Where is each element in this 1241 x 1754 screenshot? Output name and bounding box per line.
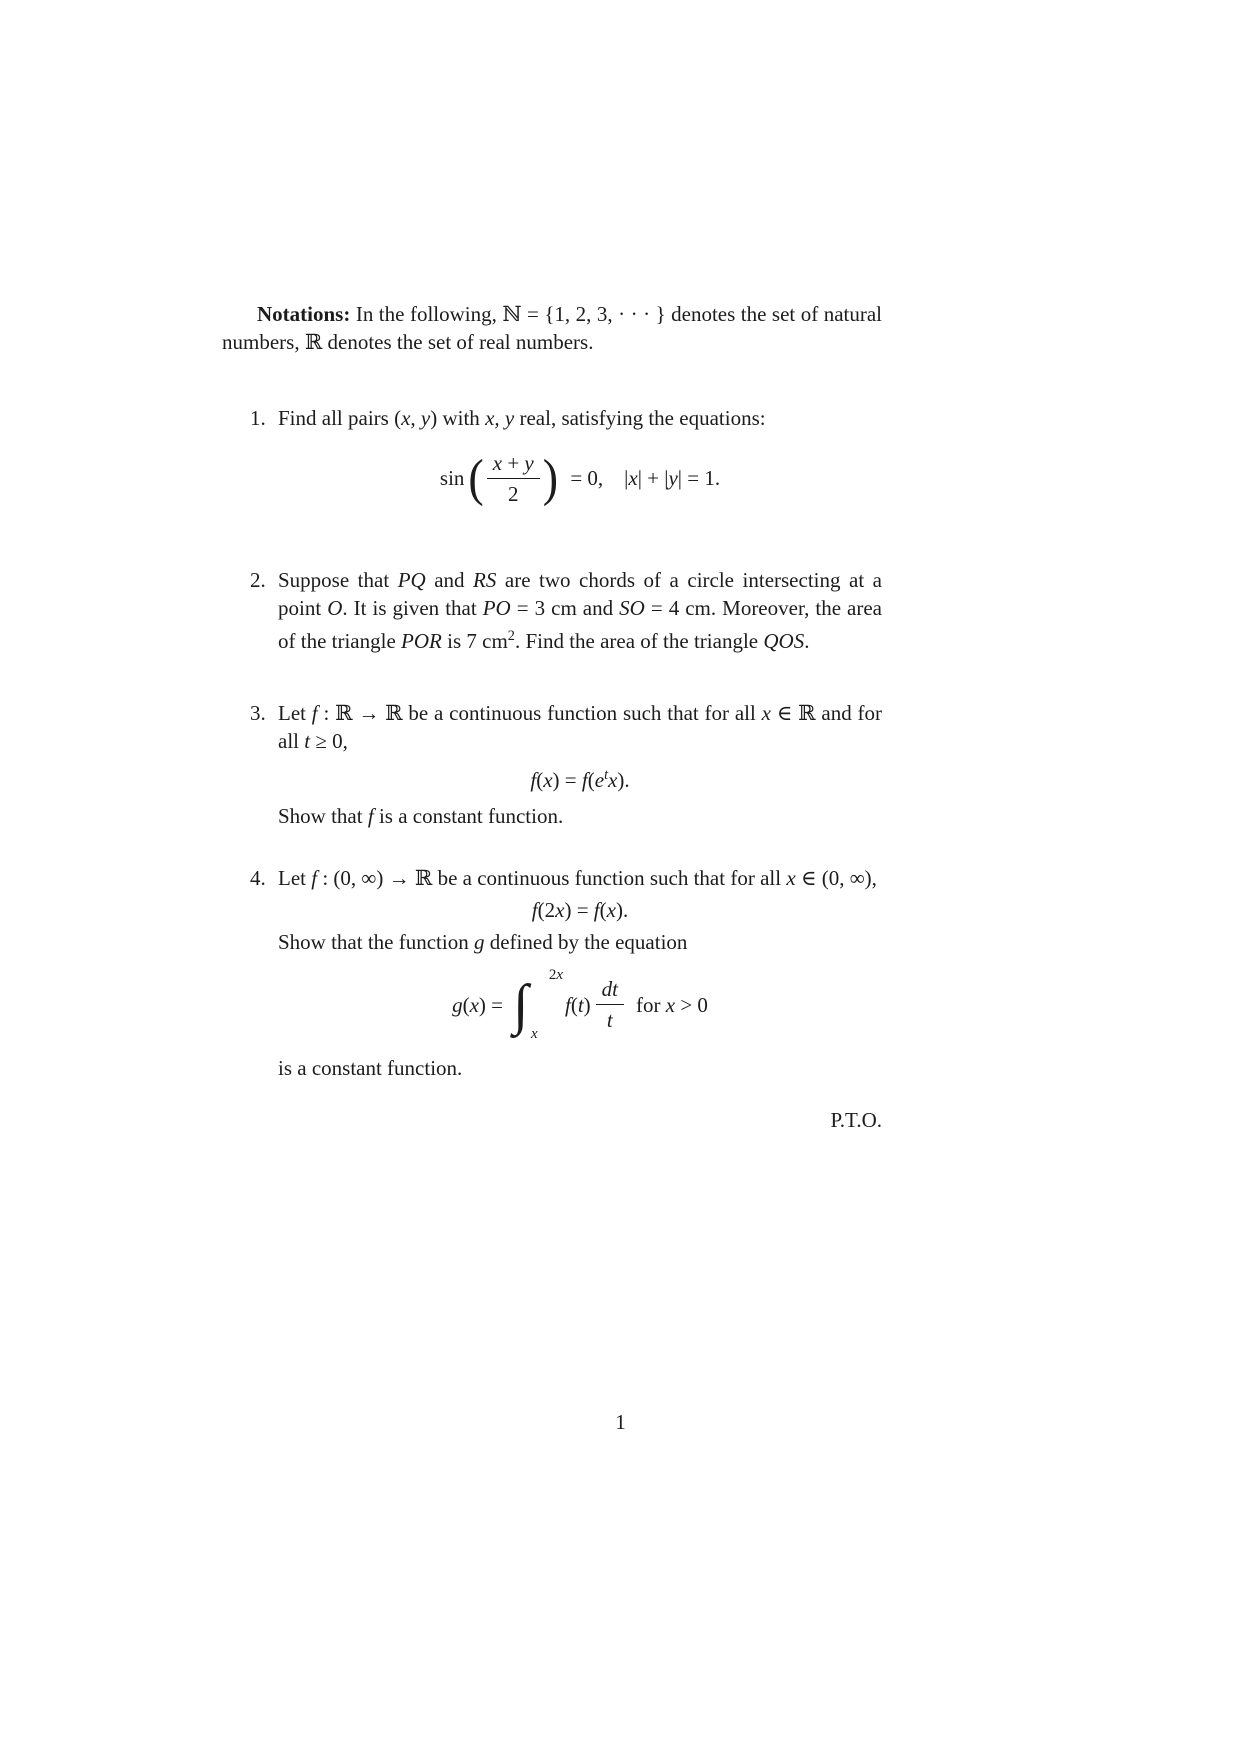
fraction-numerator (487, 450, 540, 478)
pto-label: P.T.O. (830, 1107, 882, 1132)
text-run: e (594, 767, 605, 792)
fraction-x-plus-y-over-2 (487, 450, 540, 507)
text-run: POR (401, 628, 442, 653)
text-run: x, y (485, 406, 515, 430)
equation-4b-condition (636, 991, 708, 1019)
text-run: ≥ 0, (310, 728, 348, 753)
text-run: O (327, 596, 343, 620)
integral-sign: ∫ (512, 973, 529, 1036)
text-run: : ℝ → ℝ be a continuous function such that for all (317, 700, 762, 725)
text-run: ). (617, 767, 630, 792)
text-run: Show that the function (278, 929, 474, 954)
problem-3-number: 3. (250, 700, 266, 725)
integral (509, 966, 563, 1042)
text-run: ( (587, 767, 595, 792)
sin-operator: sin (439, 466, 465, 490)
text-run: ). (615, 897, 629, 922)
text-run: ∈ ℝ and for all (278, 700, 883, 753)
left-paren: ( (468, 448, 484, 506)
text-run: x (608, 767, 618, 792)
text-run: t (304, 728, 311, 753)
problem-1-text (278, 404, 882, 432)
text-run: ( (536, 767, 544, 792)
equation-3 (278, 761, 882, 794)
text-run: ( (599, 897, 607, 922)
text-run: t (577, 992, 584, 1017)
text-run: ∈ (0, ∞), (795, 865, 877, 890)
text-run: ) with (430, 406, 486, 430)
equation-4a (278, 896, 882, 924)
text-run: for (636, 992, 666, 1017)
text-run: x (469, 992, 479, 1017)
text-run: SO (619, 596, 645, 620)
text-run: PO (482, 596, 511, 620)
equation-4b-lead (452, 991, 503, 1019)
fraction-dt-denominator (596, 1004, 624, 1033)
text-run: Suppose that (278, 568, 398, 592)
fraction-denominator: 2 (487, 478, 540, 507)
text-run: ) = (478, 992, 503, 1017)
text-run: ( (570, 992, 578, 1017)
text-run: ) = (552, 767, 582, 792)
text-run: are two chords of a circle intersecting at a point (278, 568, 882, 620)
problem-2 (222, 566, 882, 655)
text-run: > 0 (675, 992, 708, 1017)
problem-4-text (278, 864, 882, 892)
problem-2-number: 2. (250, 568, 266, 592)
text-run: y (668, 466, 678, 490)
equation-1-rest (565, 464, 720, 492)
text-run: Let (278, 865, 312, 890)
problem-3 (222, 699, 882, 830)
text-run: 2 (507, 628, 515, 644)
fraction-dt-numerator (596, 976, 624, 1004)
text-run: ( (462, 992, 470, 1017)
text-run: f (530, 767, 537, 792)
problem-1-number: 1. (250, 406, 266, 430)
text-run: ) (583, 992, 591, 1017)
text-run: dt (601, 977, 619, 1002)
problem-4-number: 4. (250, 865, 266, 890)
text-run: ) = (564, 897, 594, 922)
equation-1 (278, 446, 882, 510)
text-run: f (311, 865, 318, 890)
text-run: x (556, 966, 563, 983)
text-run: x (543, 767, 553, 792)
fraction-dt-over-t (596, 976, 624, 1033)
text-run: Notations: (257, 302, 351, 326)
text-run: t (604, 766, 609, 783)
text-run: x (492, 450, 503, 475)
problem-3-conclusion (278, 802, 882, 830)
text-run: f (311, 700, 318, 725)
text-run: f (531, 897, 538, 922)
text-run: x (530, 1025, 538, 1042)
text-run: Let (278, 700, 312, 725)
text-run: x (606, 897, 616, 922)
text-run: f (564, 992, 571, 1017)
text-run: x, y (401, 406, 431, 430)
text-run: = 4 cm. Moreover, the area of the triangle (278, 596, 883, 653)
text-run: f (593, 897, 600, 922)
text-run: real, satisfying the equations: (514, 406, 766, 430)
problem-4-conclusion (278, 1054, 882, 1082)
text-run: + (502, 450, 525, 475)
text-run: | + | (637, 466, 669, 490)
text-run: 2 (548, 966, 557, 983)
problem-4-show-text (278, 928, 882, 956)
text-run: QOS (763, 628, 805, 653)
notations-paragraph (222, 300, 882, 356)
page-content (222, 300, 882, 1134)
text-run: | = 1. (677, 466, 721, 490)
problem-3-text (278, 699, 882, 755)
text-run: x (628, 466, 638, 490)
text-run: is a constant function. (278, 1055, 463, 1080)
text-run: f (581, 767, 588, 792)
equation-4b (278, 966, 882, 1042)
problem-2-text (278, 566, 882, 655)
text-run: = 0, (565, 466, 604, 490)
text-run: is a constant function. (373, 803, 564, 828)
text-run: Find all pairs ( (278, 406, 402, 430)
integral-upper-limit (549, 968, 563, 983)
text-run: g (473, 929, 485, 954)
text-run: (2 (537, 897, 556, 922)
text-run: x (786, 865, 796, 890)
integrand (565, 991, 591, 1019)
text-run: In the following, ℕ = {1, 2, 3, · · · } denotes the set of natural numbers, ℝ denotes the set of real numbers. (222, 302, 882, 354)
text-run: RS (473, 568, 497, 592)
problem-4 (222, 864, 882, 1082)
text-run: . It is given that (342, 596, 483, 620)
text-run: : (0, ∞) → ℝ be a continuous function such that for all (317, 865, 787, 890)
text-run: | (603, 466, 629, 490)
text-run: x (761, 700, 771, 725)
text-run: g (452, 992, 463, 1017)
text-run: t (606, 1008, 613, 1033)
text-run: is 7 cm (441, 628, 508, 653)
right-paren: ) (542, 448, 559, 506)
text-run: PQ (397, 568, 426, 592)
text-run: y (524, 450, 534, 475)
text-run: x (555, 897, 565, 922)
text-run: f (367, 803, 374, 828)
text-run: Show that (278, 803, 368, 828)
text-run: = 3 cm and (510, 596, 620, 620)
problem-1 (222, 404, 882, 510)
text-run: x (665, 992, 676, 1017)
page-number: 1 (615, 1410, 626, 1434)
text-run: defined by the equation (484, 929, 688, 954)
text-run: . (804, 628, 810, 653)
text-run: and (425, 568, 474, 592)
text-run: . Find the area of the triangle (514, 628, 764, 653)
integral-lower-limit (531, 1027, 538, 1042)
